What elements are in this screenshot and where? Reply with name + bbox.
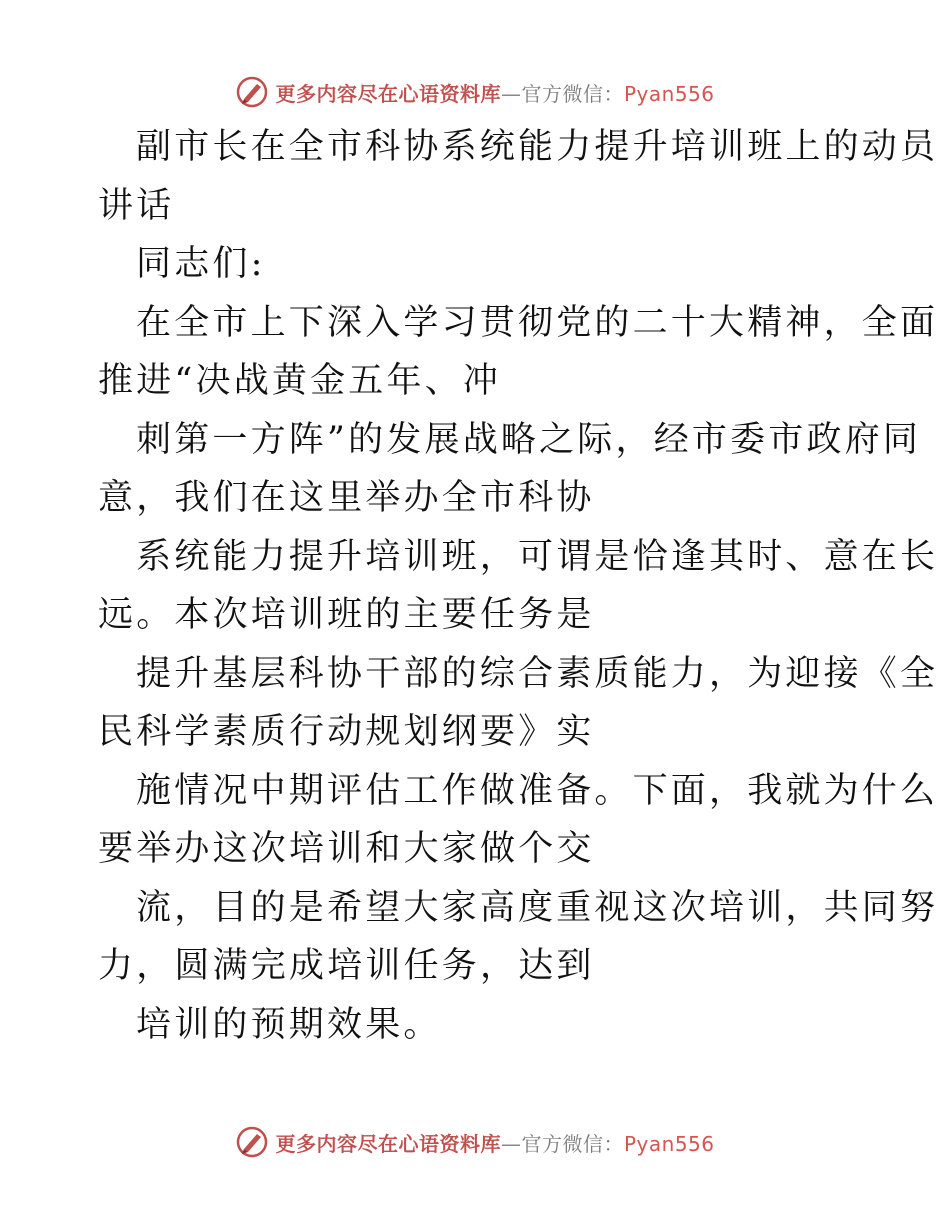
text-line: 在全市上下深入学习贯彻党的二十大精神，全面 <box>136 302 939 343</box>
watermark-site-name: 更多内容尽在心语资料库 <box>275 81 501 106</box>
text-line: 力，圆满完成培训任务，达到 <box>98 946 595 986</box>
watermark-wechat-label: 官方微信： <box>521 1131 624 1156</box>
text-line: 同志们: <box>136 244 266 284</box>
watermark-text <box>275 1128 714 1157</box>
text-line: 培训的预期效果。 <box>136 1004 442 1045</box>
watermark-dash: — <box>500 1131 522 1156</box>
text-line: 意，我们在这里举办全市科协 <box>98 478 595 518</box>
watermark-dash: — <box>500 81 522 106</box>
pen-circle-logo-icon <box>235 1125 269 1159</box>
header-watermark <box>0 72 950 112</box>
text-line: 系统能力提升培训班，可谓是恰逢其时、意在长 <box>136 536 939 577</box>
text-line: 提升基层科协干部的综合素质能力，为迎接《全 <box>136 653 939 694</box>
text-line: 刺第一方阵”的发展战略之际，经市委市政府同 <box>136 419 922 460</box>
text-line: 民科学素质行动规划纲要》实 <box>98 712 595 752</box>
text-line: 要举办这次培训和大家做个交 <box>98 829 595 869</box>
text-line: 讲话 <box>98 185 175 226</box>
text-line: 推进“决战黄金五年、冲 <box>98 361 502 401</box>
pen-circle-logo-icon <box>235 75 269 109</box>
watermark-wechat-label: 官方微信： <box>521 81 624 106</box>
footer-watermark <box>0 1122 950 1162</box>
text-line: 远。本次培训班的主要任务是 <box>98 595 595 635</box>
watermark-wechat-id: Pyan556 <box>623 81 715 106</box>
document-body <box>98 118 939 1054</box>
watermark-site-name: 更多内容尽在心语资料库 <box>275 1131 501 1156</box>
watermark-wechat-id: Pyan556 <box>623 1131 715 1156</box>
watermark-text <box>275 78 714 107</box>
text-line: 施情况中期评估工作做准备。下面，我就为什么 <box>136 770 939 811</box>
text-line: 副市长在全市科协系统能力提升培训班上的动员 <box>136 127 939 167</box>
text-line: 流，目的是希望大家高度重视这次培训，共同努 <box>136 887 939 928</box>
